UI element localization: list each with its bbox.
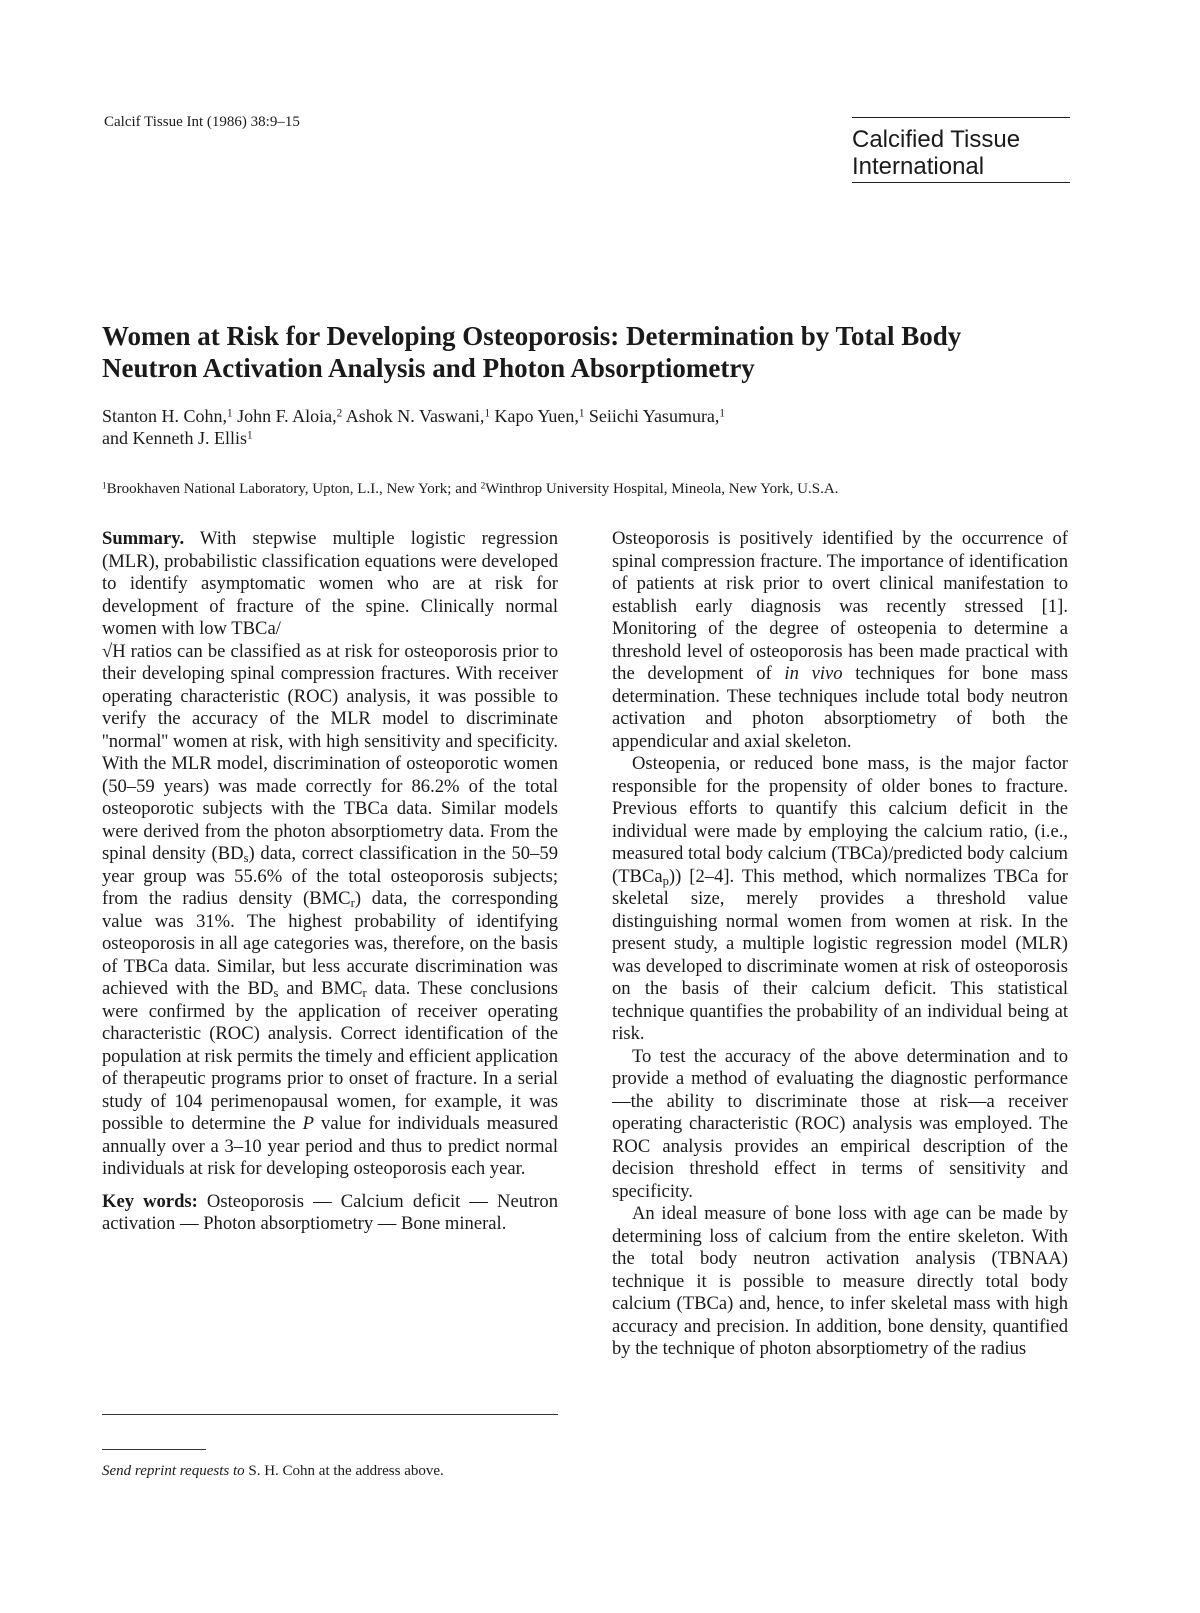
affiliation-text: Brookhaven National Laboratory, Upton, L.I., New York; and (106, 481, 481, 497)
author-name: and Kenneth J. Ellis (102, 428, 247, 448)
body-text: Osteoporosis is positively identified by the occurrence of spinal compression fracture. The importance of identification of patients at risk prior to overt clinical manifestation to establish early diagnosis was recently stressed [1]. Monitoring of the degree of osteopenia to determine a threshold level of osteoporosis has been made practical with the development of (612, 528, 1068, 684)
subscript: s (243, 851, 249, 866)
column-divider-rule (102, 1414, 558, 1415)
left-column (102, 528, 558, 1236)
author-list (102, 405, 1002, 449)
italic-p: P (302, 1113, 314, 1134)
journal-rule-top (852, 117, 1070, 118)
body-text: Osteopenia, or reduced bone mass, is the major factor responsible for the propensity of older bones to fracture. Previous efforts to quantify this calcium deficit in the individual were made by employing the calcium ratio, (i.e., measured total body calcium (TBCa)/predicted body calcium (TBCa (612, 753, 1068, 887)
author-affiliation-mark: 1 (719, 407, 725, 420)
author-name: Stanton H. Cohn, (102, 406, 228, 426)
keywords-label: Key words: (102, 1190, 198, 1212)
subscript: p (662, 873, 669, 888)
footnote (102, 1463, 444, 1480)
keywords-paragraph (102, 1191, 558, 1236)
sqrt-h-symbol: √H (102, 640, 126, 662)
keywords-text: Osteoporosis — Calcium deficit — Neutron activation — Photon absorptiometry — Bone mineral. (102, 1190, 558, 1234)
body-paragraph: To test the accuracy of the above determination and to provide a method of evaluating the diagnostic performance—the ability to discriminate those at risk—a receiver operating characteristic (ROC) analysis was employed. The ROC analysis provides an empirical description of the decision threshold effect in terms of sensitivity and specificity. (612, 1045, 1068, 1202)
summary-text: ) data, the corresponding value was 31%. The highest probability of identifying osteoporosis in all age categories was, therefore, on the basis of TBCa data. Similar, but less accurate discrimination was achieved with the BD (102, 888, 558, 999)
summary-text: data. These conclusions were confirmed by the application of receiver operating characteristic (ROC) analysis. Correct identification of the population at risk permits the timely and efficient application of therapeutic programs prior to onset of fracture. In a serial study of 104 perimenopausal women, for example, it was possible to determine the (102, 978, 558, 1134)
summary-text: ratios can be classified as at risk for osteoporosis prior to their developing spinal compression fractures. With receiver operating characteristic (ROC) analysis, it was possible to verify the accuracy of the MLR model to discriminate ''normal'' women at risk, with high sensitivity and specificity. With the MLR model, discrimination of osteoporotic women (50–59 years) was made correctly for 86.2% of the total osteoporotic subjects with the TBCa data. Similar models were derived from the photon absorptiometry data. From the spinal density (BD (102, 640, 558, 864)
summary-text: With stepwise multiple logistic regression (MLR), probabilistic classification equations were developed to identify asymptomatic women who are at risk for development of fracture of the spine. Clinically normal women with low TBCa/ (102, 528, 558, 639)
author-name: Seiichi Yasumura, (588, 406, 720, 426)
author-affiliation-mark: 1 (484, 407, 491, 420)
affiliation-mark: 2 (480, 481, 486, 492)
article-title: Women at Risk for Developing Osteoporosis: Determination by Total Body Neutron Activation Analysis and Photon Absorptiometry (102, 321, 962, 383)
author-name: Ashok N. Vaswani, (345, 406, 485, 426)
subscript: r (350, 896, 355, 911)
affiliations (102, 479, 1102, 499)
journal-citation: Calcif Tissue Int (1986) 38:9–15 (104, 114, 300, 130)
summary-text: value for individuals measured annually over a 3–10 year period and thus to predict normal individuals at risk for developing osteoporosis each year. (102, 1113, 558, 1179)
affiliation-mark: 1 (102, 481, 107, 492)
affiliation-text: Winthrop University Hospital, Mineola, New York, U.S.A. (485, 481, 839, 497)
author-affiliation-mark: 1 (246, 429, 253, 442)
summary-label: Summary. (102, 528, 185, 549)
summary-text: ) data, correct classification in the 50–59 year group was 55.6% of the total osteoporosis subjects; from the radius density (BMC (102, 843, 558, 909)
subscript: r (362, 986, 367, 1001)
footnote-rule (102, 1449, 206, 1450)
journal-rule-bottom (852, 182, 1070, 183)
author-line-1 (102, 405, 1002, 427)
body-text: )) [2–4]. This method, which normalizes TBCa for skeletal size, merely provides a threshold value distinguishing normal women from women at risk. In the present study, a multiple logistic regression model (MLR) was developed to discriminate women at risk of osteoporosis on the basis of their calcium deficit. This statistical technique quantifies the probability of an individual being at risk. (612, 865, 1068, 1044)
author-affiliation-mark: 1 (227, 407, 233, 420)
subscript: s (273, 986, 279, 1001)
author-name: Kapo Yuen, (494, 406, 579, 426)
journal-name-box (852, 117, 1070, 183)
summary-paragraph (102, 528, 558, 1181)
right-column (612, 528, 1068, 1361)
journal-name-line2: International (852, 153, 985, 180)
body-paragraph: An ideal measure of bone loss with age can be made by determining loss of calcium from the entire skeleton. With the total body neutron activation analysis (TBNAA) technique it is possible to measure directly total body calcium (TBCa) and, hence, to infer skeletal mass with high accuracy and precision. In addition, bone density, quantified by the technique of photon absorptiometry of the radius (612, 1203, 1068, 1359)
journal-name-line1: Calcified Tissue (852, 126, 1021, 153)
body-text: techniques for bone mass determination. These techniques include total body neutron activation and photon absorptiometry of both the appendicular and axial skeleton. (612, 663, 1068, 752)
footnote-italic: Send reprint requests to (102, 1463, 245, 1479)
body-paragraph (612, 753, 1068, 1046)
author-affiliation-mark: 2 (336, 407, 343, 420)
author-name: John F. Aloia, (237, 406, 337, 426)
footnote-text: S. H. Cohn at the address above. (244, 1463, 444, 1479)
author-affiliation-mark: 1 (578, 407, 585, 420)
italic-in-vivo: in vivo (784, 663, 843, 684)
author-line-2 (102, 427, 1002, 449)
body-paragraph (612, 528, 1068, 753)
summary-text: and BMC (278, 978, 363, 999)
